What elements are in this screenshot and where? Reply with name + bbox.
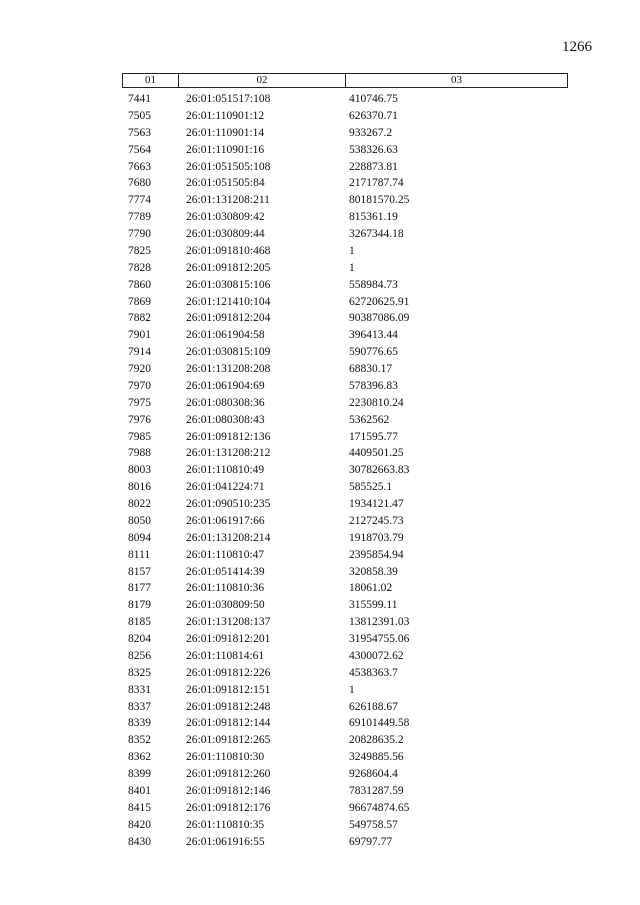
table-row xyxy=(122,597,568,614)
cell-id: 7869 xyxy=(128,295,151,308)
table-row xyxy=(122,277,568,294)
cell-id: 8022 xyxy=(128,498,151,510)
cell-id: 8352 xyxy=(128,734,151,747)
cell-value: 3249885.56 xyxy=(349,751,404,764)
cell-value: 31954755.06 xyxy=(349,633,410,645)
cell-cadastral-number: 26:01:091812:151 xyxy=(186,683,271,696)
cell-cadastral-number: 26:01:030809:42 xyxy=(186,211,265,224)
cell-value: 538326.63 xyxy=(349,143,398,156)
cell-value: 1918703.79 xyxy=(349,531,404,544)
cell-id: 8204 xyxy=(128,633,151,645)
cell-id: 7789 xyxy=(128,211,151,224)
cell-id: 8337 xyxy=(128,700,151,713)
data-table xyxy=(122,73,568,850)
cell-value: 4409501.25 xyxy=(349,447,404,460)
cell-value: 228873.81 xyxy=(349,160,398,173)
cell-id: 7985 xyxy=(128,430,151,443)
cell-value: 9268604.4 xyxy=(349,768,398,780)
cell-id: 7790 xyxy=(128,228,151,240)
cell-id: 7920 xyxy=(128,363,151,375)
cell-cadastral-number: 26:01:110901:14 xyxy=(186,126,265,139)
cell-id: 7505 xyxy=(128,109,151,122)
table-row xyxy=(122,783,568,800)
table-row xyxy=(122,547,568,564)
cell-value: 590776.65 xyxy=(349,346,398,359)
cell-cadastral-number: 26:01:110901:12 xyxy=(186,109,265,122)
cell-value: 315599.11 xyxy=(349,599,398,612)
cell-id: 7774 xyxy=(128,194,151,207)
table-row xyxy=(122,310,568,327)
cell-id: 7976 xyxy=(128,413,151,426)
cell-cadastral-number: 26:01:091812:146 xyxy=(186,784,271,797)
cell-value: 626188.67 xyxy=(349,700,398,713)
cell-cadastral-number: 26:01:131208:208 xyxy=(186,363,271,375)
table-row xyxy=(122,142,568,159)
cell-cadastral-number: 26:01:091812:265 xyxy=(186,734,271,747)
table-row xyxy=(122,564,568,581)
cell-cadastral-number: 26:01:030809:44 xyxy=(186,228,265,240)
cell-id: 8111 xyxy=(128,548,151,561)
cell-cadastral-number: 26:01:080308:43 xyxy=(186,413,265,426)
cell-value: 2127245.73 xyxy=(349,514,404,527)
cell-value: 69101449.58 xyxy=(349,717,410,730)
table-row xyxy=(122,580,568,597)
cell-id: 8362 xyxy=(128,751,151,764)
cell-value: 90387086.09 xyxy=(349,312,410,325)
cell-cadastral-number: 26:01:041224:71 xyxy=(186,481,265,494)
cell-value: 549758.57 xyxy=(349,818,398,831)
cell-id: 7988 xyxy=(128,447,151,460)
cell-value: 578396.83 xyxy=(349,379,398,392)
table-row xyxy=(122,631,568,648)
cell-value: 626370.71 xyxy=(349,109,398,122)
cell-value: 13812391.03 xyxy=(349,616,410,629)
cell-id: 7970 xyxy=(128,379,151,392)
cell-cadastral-number: 26:01:061904:69 xyxy=(186,379,265,392)
table-row xyxy=(122,766,568,783)
table-row xyxy=(122,327,568,344)
cell-cadastral-number: 26:01:131208:137 xyxy=(186,616,271,629)
cell-value: 96674874.65 xyxy=(349,801,410,814)
header-col-03: 03 xyxy=(451,74,462,86)
header-col-01: 01 xyxy=(123,74,179,87)
cell-value: 69797.77 xyxy=(349,835,393,848)
cell-value: 933267.2 xyxy=(349,126,393,139)
cell-id: 7914 xyxy=(128,346,151,359)
cell-value: 5362562 xyxy=(349,413,390,426)
cell-id: 7564 xyxy=(128,143,151,156)
table-row xyxy=(122,125,568,142)
cell-cadastral-number: 26:01:110810:30 xyxy=(186,751,265,764)
cell-cadastral-number: 26:01:030815:106 xyxy=(186,278,271,291)
table-row xyxy=(122,175,568,192)
table-row xyxy=(122,834,568,851)
cell-cadastral-number: 26:01:091812:226 xyxy=(186,666,271,679)
cell-value: 3267344.18 xyxy=(349,228,404,240)
table-row xyxy=(122,732,568,749)
cell-cadastral-number: 26:01:091810:468 xyxy=(186,244,271,257)
cell-cadastral-number: 26:01:051414:39 xyxy=(186,565,265,578)
table-row xyxy=(122,665,568,682)
cell-cadastral-number: 26:01:080308:36 xyxy=(186,396,265,409)
cell-id: 8016 xyxy=(128,481,151,494)
table-row xyxy=(122,817,568,834)
cell-id: 8325 xyxy=(128,666,151,679)
cell-cadastral-number: 26:01:091812:176 xyxy=(186,801,271,814)
table-row xyxy=(122,648,568,665)
table-row xyxy=(122,294,568,311)
cell-id: 7828 xyxy=(128,261,151,274)
cell-cadastral-number: 26:01:110810:35 xyxy=(186,818,265,831)
cell-value: 62720625.91 xyxy=(349,295,410,308)
table-row xyxy=(122,715,568,732)
table-row xyxy=(122,226,568,243)
table-row xyxy=(122,479,568,496)
page-number: 1266 xyxy=(562,39,592,55)
cell-cadastral-number: 26:01:131208:212 xyxy=(186,447,271,460)
cell-cadastral-number: 26:01:091812:136 xyxy=(186,430,271,443)
cell-value: 2171787.74 xyxy=(349,177,404,190)
cell-value: 815361.19 xyxy=(349,211,398,224)
cell-value: 68830.17 xyxy=(349,363,393,375)
cell-value: 7831287.59 xyxy=(349,784,404,797)
cell-id: 8331 xyxy=(128,683,151,696)
cell-value: 20828635.2 xyxy=(349,734,404,747)
cell-id: 8157 xyxy=(128,565,151,578)
cell-id: 8050 xyxy=(128,514,151,527)
cell-id: 8339 xyxy=(128,717,151,730)
cell-cadastral-number: 26:01:030815:109 xyxy=(186,346,271,359)
cell-id: 7441 xyxy=(128,93,151,105)
table-row xyxy=(122,699,568,716)
header-col-02: 02 xyxy=(179,74,346,87)
cell-cadastral-number: 26:01:131208:211 xyxy=(186,194,270,207)
cell-value: 18061.02 xyxy=(349,582,393,595)
table-row xyxy=(122,429,568,446)
cell-cadastral-number: 26:01:030809:50 xyxy=(186,599,265,612)
cell-value: 1 xyxy=(349,261,355,274)
cell-id: 8003 xyxy=(128,464,151,477)
cell-value: 558984.73 xyxy=(349,278,398,291)
table-row xyxy=(122,530,568,547)
cell-cadastral-number: 26:01:110814:61 xyxy=(186,649,265,662)
cell-id: 8401 xyxy=(128,784,151,797)
cell-value: 585525.1 xyxy=(349,481,393,494)
table-header xyxy=(122,73,568,88)
cell-id: 8256 xyxy=(128,649,151,662)
cell-value: 2230810.24 xyxy=(349,396,404,409)
cell-id: 8177 xyxy=(128,582,151,595)
cell-id: 7901 xyxy=(128,329,151,342)
cell-id: 7663 xyxy=(128,160,151,173)
cell-id: 8185 xyxy=(128,616,151,629)
table-row xyxy=(122,260,568,277)
cell-value: 320858.39 xyxy=(349,565,398,578)
table-row xyxy=(122,108,568,125)
cell-cadastral-number: 26:01:121410:104 xyxy=(186,295,271,308)
cell-cadastral-number: 26:01:091812:201 xyxy=(186,633,271,645)
table-row xyxy=(122,378,568,395)
table-row xyxy=(122,513,568,530)
cell-value: 1934121.47 xyxy=(349,498,404,510)
cell-id: 7975 xyxy=(128,396,151,409)
cell-cadastral-number: 26:01:110810:47 xyxy=(186,548,265,561)
cell-cadastral-number: 26:01:091812:204 xyxy=(186,312,271,325)
table-row xyxy=(122,243,568,260)
cell-id: 8094 xyxy=(128,531,151,544)
cell-cadastral-number: 26:01:061917:66 xyxy=(186,514,265,527)
table-row xyxy=(122,192,568,209)
cell-value: 1 xyxy=(349,244,355,257)
cell-value: 2395854.94 xyxy=(349,548,404,561)
table-row xyxy=(122,749,568,766)
cell-id: 7882 xyxy=(128,312,151,325)
cell-cadastral-number: 26:01:110810:36 xyxy=(186,582,265,595)
table-row xyxy=(122,614,568,631)
table-row xyxy=(122,361,568,378)
cell-value: 80181570.25 xyxy=(349,194,410,207)
table-row xyxy=(122,496,568,513)
table-row xyxy=(122,800,568,817)
cell-value: 396413.44 xyxy=(349,329,398,342)
cell-id: 7680 xyxy=(128,177,151,190)
cell-id: 8399 xyxy=(128,768,151,780)
cell-id: 7860 xyxy=(128,278,151,291)
table-row xyxy=(122,344,568,361)
cell-cadastral-number: 26:01:131208:214 xyxy=(186,531,271,544)
cell-cadastral-number: 26:01:091812:144 xyxy=(186,717,271,730)
table-row xyxy=(122,412,568,429)
cell-cadastral-number: 26:01:051505:108 xyxy=(186,160,271,173)
cell-cadastral-number: 26:01:090510:235 xyxy=(186,498,271,510)
table-row xyxy=(122,91,568,108)
cell-cadastral-number: 26:01:110901:16 xyxy=(186,143,265,156)
cell-id: 8430 xyxy=(128,835,151,848)
table-row xyxy=(122,682,568,699)
cell-value: 4538363.7 xyxy=(349,666,398,679)
cell-id: 8420 xyxy=(128,818,151,831)
cell-value: 410746.75 xyxy=(349,93,398,105)
table-row xyxy=(122,445,568,462)
cell-cadastral-number: 26:01:091812:205 xyxy=(186,261,271,274)
cell-id: 7825 xyxy=(128,244,151,257)
cell-cadastral-number: 26:01:091812:248 xyxy=(186,700,271,713)
table-body xyxy=(122,91,568,850)
cell-cadastral-number: 26:01:061916:55 xyxy=(186,835,265,848)
cell-cadastral-number: 26:01:091812:260 xyxy=(186,768,271,780)
cell-cadastral-number: 26:01:110810:49 xyxy=(186,464,265,477)
table-row xyxy=(122,159,568,176)
cell-id: 7563 xyxy=(128,126,151,139)
cell-value: 4300072.62 xyxy=(349,649,404,662)
table-row xyxy=(122,395,568,412)
cell-id: 8179 xyxy=(128,599,151,612)
table-row xyxy=(122,209,568,226)
cell-cadastral-number: 26:01:051505:84 xyxy=(186,177,265,190)
cell-value: 30782663.83 xyxy=(349,464,410,477)
cell-cadastral-number: 26:01:061904:58 xyxy=(186,329,265,342)
cell-id: 8415 xyxy=(128,801,151,814)
cell-value: 171595.77 xyxy=(349,430,398,443)
cell-value: 1 xyxy=(349,683,355,696)
table-row xyxy=(122,462,568,479)
cell-cadastral-number: 26:01:051517:108 xyxy=(186,93,271,105)
